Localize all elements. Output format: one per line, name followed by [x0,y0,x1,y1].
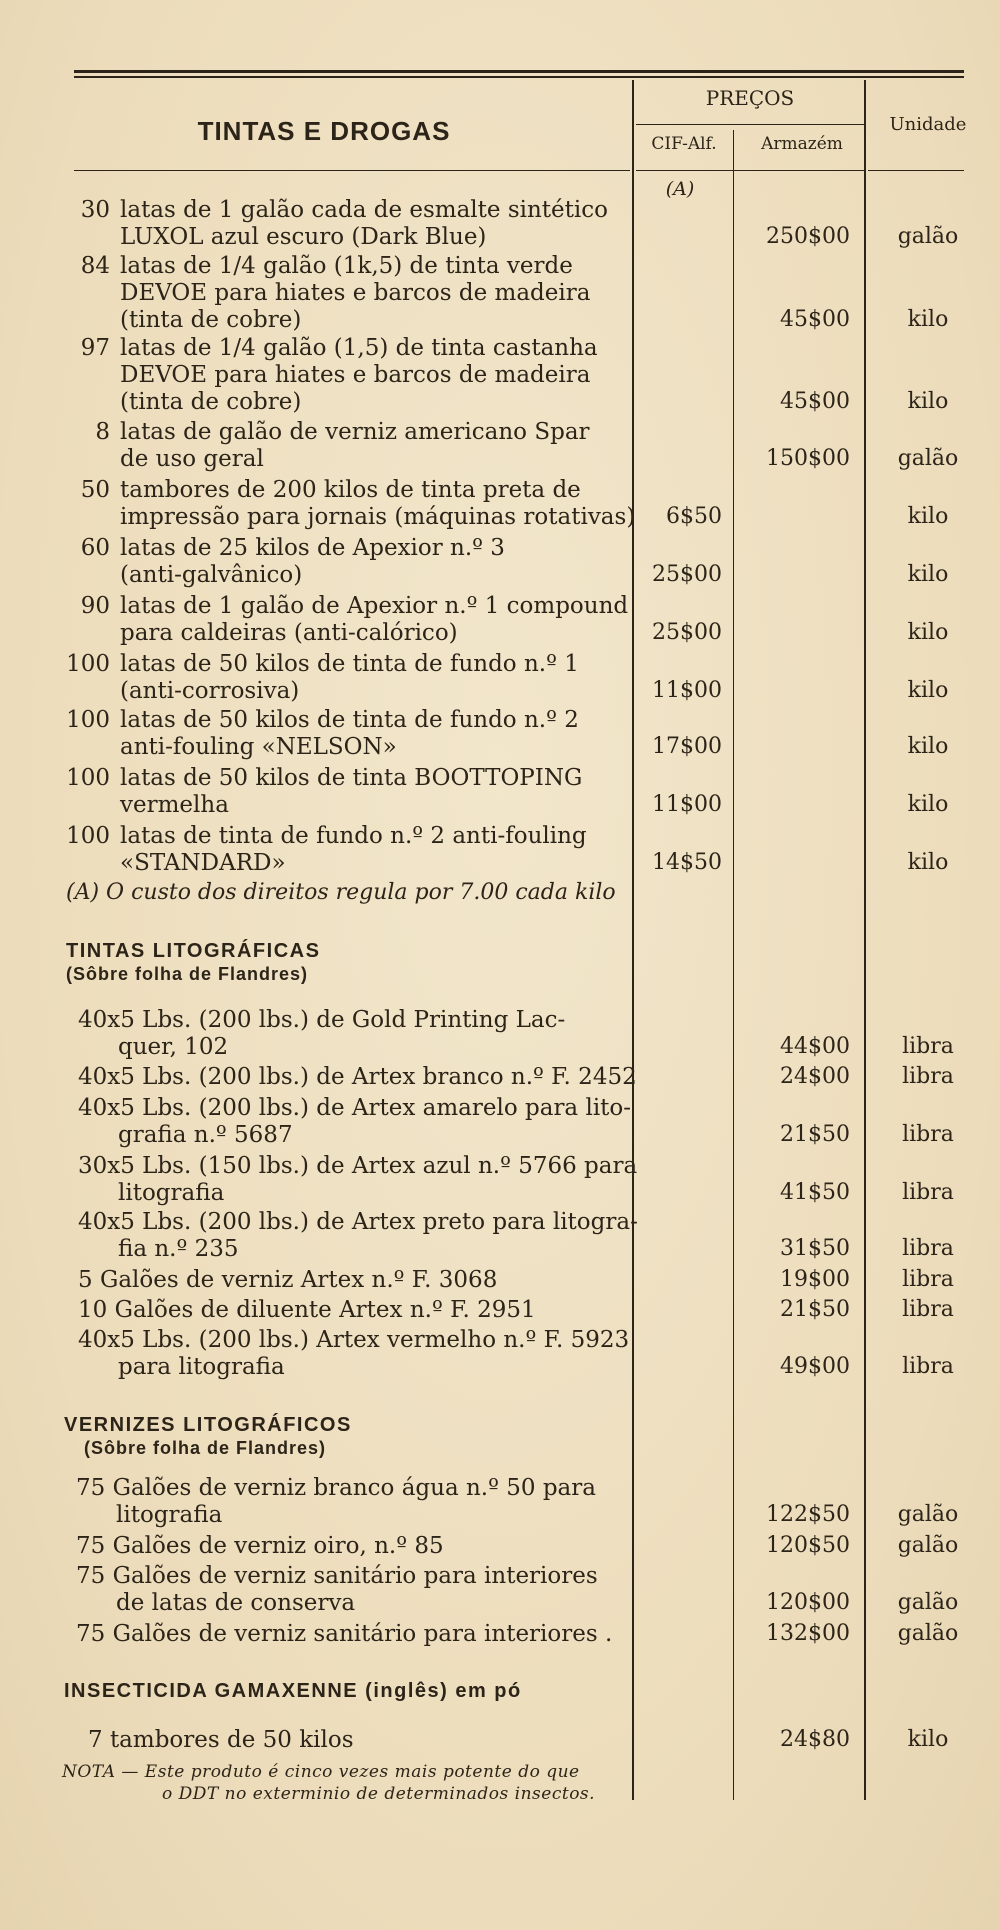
column-divider-desc [632,80,634,1800]
item-description-line: anti-fouling «NELSON» [120,734,397,760]
item-description-line: impressão para jornais (máquinas rotativas) [120,504,636,530]
item-quantity: 50 [80,477,110,503]
unit-value: kilo [907,562,949,587]
armazem-price: 31$50 [780,1236,850,1261]
item-description-line: latas de galão de verniz americano Spar [120,419,590,445]
unit-value: kilo [907,389,949,414]
item-quantity: 97 [80,335,110,361]
item-description-line: DEVOE para hiates e barcos de madeira [120,362,591,388]
unit-value: galão [897,446,959,471]
item-description-line: 10 Galões de diluente Artex n.º F. 2951 [78,1297,536,1323]
armazem-price: 132$00 [766,1621,850,1646]
item-description-line: 75 Galões de verniz branco água n.º 50 para [76,1475,596,1501]
armazem-price: 19$00 [780,1267,850,1292]
litograficas-title: TINTAS LITOGRÁFICAS [66,940,321,962]
item-quantity: 100 [66,765,110,791]
item-quantity: 90 [80,593,110,619]
unit-value: kilo [907,620,949,645]
item-description-line: latas de 50 kilos de tinta de fundo n.º 2 [120,707,579,733]
unit-value: libra [902,1236,954,1261]
item-description-line: tambores de 200 kilos de tinta preta de [120,477,581,503]
item-description-line: latas de 1/4 galão (1,5) de tinta castanha [120,335,598,361]
armazem-price: 44$00 [780,1034,850,1059]
unit-value: libra [902,1034,954,1059]
header-rule-mid [636,170,864,171]
unit-value: libra [902,1354,954,1379]
armazem-price: 150$00 [766,446,850,471]
item-description-line: 30x5 Lbs. (150 lbs.) de Artex azul n.º 5766 para [78,1153,638,1179]
item-quantity: 30 [80,197,110,223]
cif-price: 6$50 [666,504,722,529]
item-description-line: latas de 50 kilos de tinta de fundo n.º 1 [120,651,579,677]
item-description-line: 40x5 Lbs. (200 lbs.) de Gold Printing Lac- [78,1007,566,1033]
unit-value: libra [902,1180,954,1205]
item-quantity: 100 [66,651,110,677]
cif-price: 25$00 [652,562,722,587]
item-description-line: de uso geral [120,446,264,472]
unit-value: kilo [907,850,949,875]
item-description-line: latas de 25 kilos de Apexior n.º 3 [120,535,505,561]
item-description-line: latas de 50 kilos de tinta BOOTTOPING [120,765,583,791]
prices-underline [636,124,864,125]
cif-note-marker: (A) [665,178,695,200]
item-quantity: 8 [95,419,110,445]
armazem-price: 122$50 [766,1502,850,1527]
cif-price: 17$00 [652,734,722,759]
item-quantity: 84 [80,253,110,279]
tintas-note: (A) O custo dos direitos regula por 7.00 cada kilo [66,880,616,905]
unit-value: galão [897,1533,959,1558]
armazem-price: 250$00 [766,224,850,249]
prices-header: PREÇOS [705,86,795,110]
unit-value: kilo [907,792,949,817]
item-description-line: latas de 1/4 galão (1k,5) de tinta verde [120,253,573,279]
item-description-line: para caldeiras (anti-calórico) [120,620,458,646]
item-description-line: (anti-corrosiva) [120,678,300,704]
item-description-line: (tinta de cobre) [120,389,302,415]
item-description-line: 40x5 Lbs. (200 lbs.) de Artex preto para litogra- [78,1209,638,1235]
insecticida-note-line1: NOTA — Este produto é cinco vezes mais potente do que [62,1762,580,1782]
item-description-line: grafia n.º 5687 [118,1122,293,1148]
item-description-line: (anti-galvânico) [120,562,303,588]
armazem-price: 24$80 [780,1727,850,1752]
item-description-line: «STANDARD» [120,850,286,876]
armazem-price: 120$50 [766,1533,850,1558]
cif-price: 11$00 [652,792,722,817]
item-description-line: 40x5 Lbs. (200 lbs.) de Artex branco n.º F. 2452 [78,1064,637,1090]
column-divider-cif [733,130,734,1800]
cif-price: 14$50 [652,850,722,875]
top-rule-inner [74,76,964,78]
unit-value: libra [902,1267,954,1292]
item-description-line: 7 tambores de 50 kilos [88,1727,354,1753]
unit-value: kilo [907,678,949,703]
item-description-line: 5 Galões de verniz Artex n.º F. 3068 [78,1267,498,1293]
item-description-line: latas de tinta de fundo n.º 2 anti-fouling [120,823,587,849]
cif-header: CIF-Alf. [651,134,717,154]
unit-value: kilo [907,504,949,529]
armazem-price: 24$00 [780,1064,850,1089]
vernizes-subtitle: (Sôbre folha de Flandres) [84,1438,327,1458]
item-description-line: latas de 1 galão de Apexior n.º 1 compound [120,593,629,619]
item-description-line: DEVOE para hiates e barcos de madeira [120,280,591,306]
header-rule-right [868,170,964,171]
litograficas-subtitle: (Sôbre folha de Flandres) [66,964,309,984]
item-description-line: LUXOL azul escuro (Dark Blue) [120,224,487,250]
unit-value: galão [897,224,959,249]
item-description-line: de latas de conserva [116,1590,356,1616]
item-description-line: litografia [116,1502,223,1528]
armazem-price: 120$00 [766,1590,850,1615]
insecticida-title: INSECTICIDA GAMAXENNE (inglês) em pó [64,1680,522,1702]
item-description-line: 75 Galões de verniz oiro, n.º 85 [76,1533,444,1559]
item-description-line: quer, 102 [118,1034,229,1060]
item-description-line: 40x5 Lbs. (200 lbs.) Artex vermelho n.º F. 5923 [78,1327,630,1353]
unit-value: kilo [907,307,949,332]
item-quantity: 100 [66,707,110,733]
item-quantity: 100 [66,823,110,849]
column-divider-unit [864,80,866,1800]
cif-price: 25$00 [652,620,722,645]
header-rule-left [74,170,630,171]
unit-value: libra [902,1064,954,1089]
unit-value: kilo [907,1727,949,1752]
armazem-price: 21$50 [780,1297,850,1322]
section-title: TINTAS E DROGAS [197,116,451,146]
unit-value: libra [902,1297,954,1322]
top-rule [74,70,964,73]
unit-value: kilo [907,734,949,759]
item-quantity: 60 [80,535,110,561]
item-description-line: latas de 1 galão cada de esmalte sintético [120,197,608,223]
item-description-line: (tinta de cobre) [120,307,302,333]
unit-value: galão [897,1590,959,1615]
item-description-line: 40x5 Lbs. (200 lbs.) de Artex amarelo para lito- [78,1095,632,1121]
insecticida-note-line2: o DDT no exterminio de determinados insectos. [162,1784,596,1804]
item-description-line: fia n.º 235 [118,1236,239,1262]
armazem-price: 45$00 [780,389,850,414]
armazem-header: Armazém [761,134,843,154]
armazem-price: 21$50 [780,1122,850,1147]
item-description-line: litografia [118,1180,225,1206]
armazem-price: 49$00 [780,1354,850,1379]
unit-value: libra [902,1122,954,1147]
item-description-line: 75 Galões de verniz sanitário para interiores [76,1563,598,1589]
unit-value: galão [897,1502,959,1527]
item-description-line: para litografia [118,1354,285,1380]
unit-value: galão [897,1621,959,1646]
item-description-line: 75 Galões de verniz sanitário para interiores . [76,1621,613,1647]
vernizes-title: VERNIZES LITOGRÁFICOS [64,1414,352,1436]
item-description-line: vermelha [120,792,229,818]
armazem-price: 41$50 [780,1180,850,1205]
cif-price: 11$00 [652,678,722,703]
unit-header: Unidade [889,114,967,135]
armazem-price: 45$00 [780,307,850,332]
